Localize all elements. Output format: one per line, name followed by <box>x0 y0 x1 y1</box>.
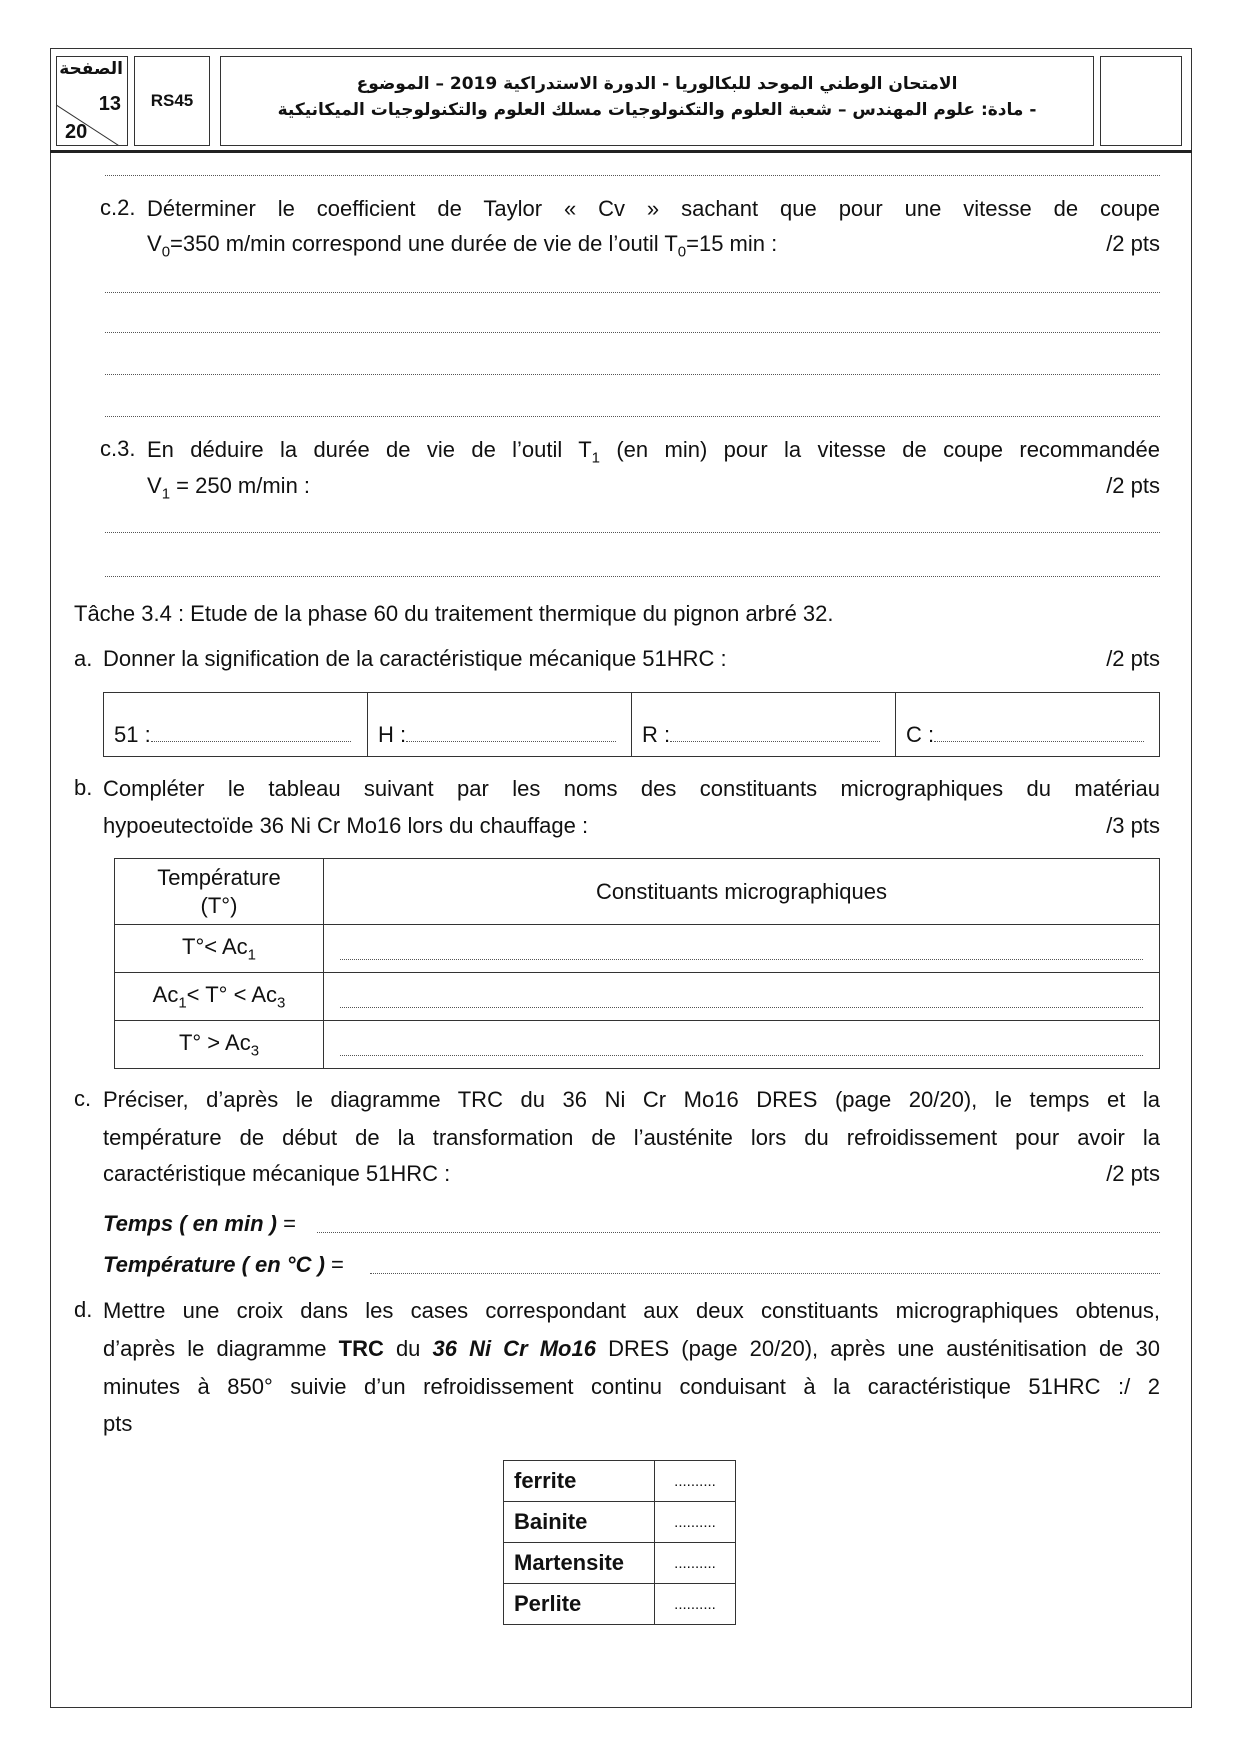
hrc-meaning-table <box>103 692 1160 757</box>
temperature-answer-line[interactable] <box>370 1273 1160 1274</box>
question-c-line3: caractéristique mécanique 51HRC : <box>103 1161 451 1186</box>
checkbox-martensite[interactable]: .......... <box>655 1543 736 1584</box>
row-answer-3[interactable] <box>324 1021 1160 1069</box>
question-letter-c: c. <box>74 1086 92 1111</box>
exam-code: RS45 <box>134 56 210 146</box>
checkbox-perlite[interactable]: .......... <box>655 1584 736 1625</box>
question-d-line3: minutes à 850° suivie d’un refroidissement continu conduisant à la caractéristique 51HRC :/ 2 <box>103 1374 1160 1399</box>
row-temp-1: $T^\circ< Ac_1$ <box>115 925 324 973</box>
question-d-line4: pts <box>103 1411 133 1436</box>
temps-answer-line[interactable] <box>317 1232 1160 1233</box>
question-d-line1: Mettre une croix dans les cases correspondant aux deux constituants micrographiques obtenus, <box>103 1298 1160 1323</box>
question-c2-line1: Déterminer le coefficient de Taylor « Cv » sachant que pour une vitesse de coupe <box>147 196 1160 221</box>
option-martensite: Martensite <box>504 1543 655 1584</box>
header-rule <box>50 150 1192 153</box>
question-c2-line2: $V_0=350$ m/min correspond une durée de vie de l’outil $T_0=15$ min : <box>147 231 778 261</box>
page-current: 13 <box>98 93 121 115</box>
question-letter-a: a. <box>74 646 93 671</box>
points-a: /2 pts <box>1106 646 1160 671</box>
col-header-temperature: Température (T°) <box>115 859 324 925</box>
page-number-box <box>56 56 128 146</box>
option-perlite: Perlite <box>504 1584 655 1625</box>
micrographic-table <box>114 858 1160 1069</box>
option-row <box>504 1502 736 1543</box>
option-row <box>504 1543 736 1584</box>
checkbox-bainite[interactable]: .......... <box>655 1502 736 1543</box>
temperature-label: Température ( en °C ) = <box>103 1252 344 1277</box>
answer-line[interactable] <box>105 532 1160 533</box>
answer-line[interactable] <box>105 175 1160 176</box>
hrc-cell-r[interactable]: R : <box>632 693 896 757</box>
points-b: /3 pts <box>1106 813 1160 838</box>
constituents-checkbox-table <box>503 1460 736 1625</box>
option-ferrite: ferrite <box>504 1461 655 1502</box>
temps-label: Temps ( en min ) = <box>103 1211 296 1236</box>
question-d-line2: d’après le diagramme TRC du 36 Ni Cr Mo16 DRES (page 20/20), après une austénitisation de 30 <box>103 1336 1160 1361</box>
question-a-text: Donner la signification de la caractéristique mécanique 51HRC : <box>103 646 727 671</box>
task-title: Tâche 3.4 : Etude de la phase 60 du traitement thermique du pignon arbré 32. <box>74 601 834 626</box>
exam-title-line2: - مادة: علوم المهندس – شعبة العلوم والتكنولوجيات مسلك العلوم والتكنولوجيات الميكانيكية <box>277 100 1037 120</box>
question-c3-line2: $V_1 = 250$ m/min : <box>147 473 311 503</box>
question-c3-line1: En déduire la durée de vie de l’outil $T_1$ (en min) pour la vitesse de coupe recommandée <box>147 437 1160 467</box>
answer-line[interactable] <box>105 576 1160 577</box>
question-b-line1: Compléter le tableau suivant par les noms des constituants micrographiques du matériau <box>103 776 1160 801</box>
question-c-line2: température de début de la transformation de l’austénite lors du refroidissement pour avoir la <box>103 1125 1160 1150</box>
option-row <box>504 1461 736 1502</box>
question-b-line2: hypoeutectoïde 36 Ni Cr Mo16 lors du chauffage : <box>103 813 589 838</box>
question-letter-d: d. <box>74 1297 93 1322</box>
hrc-cell-51[interactable]: 51 : <box>104 693 368 757</box>
row-answer-1[interactable] <box>324 925 1160 973</box>
checkbox-ferrite[interactable]: .......... <box>655 1461 736 1502</box>
page-total: 20 <box>65 121 88 143</box>
row-temp-2: $Ac_1< T^\circ < Ac_3$ <box>115 973 324 1021</box>
answer-line[interactable] <box>105 292 1160 293</box>
answer-line[interactable] <box>105 374 1160 375</box>
row-temp-3: $T^\circ > Ac_3$ <box>115 1021 324 1069</box>
hrc-cell-h[interactable]: H : <box>368 693 632 757</box>
option-row <box>504 1584 736 1625</box>
row-answer-2[interactable] <box>324 973 1160 1021</box>
exam-title <box>220 56 1094 146</box>
hrc-cell-c[interactable]: C : <box>896 693 1160 757</box>
question-letter-b: b. <box>74 775 93 800</box>
points-c3: /2 pts <box>1106 473 1160 498</box>
empty-header-box <box>1100 56 1182 146</box>
question-c-line1: Préciser, d’après le diagramme TRC du 36 Ni Cr Mo16 DRES (page 20/20), le temps et la <box>103 1087 1160 1112</box>
question-number-c3: c.3. <box>100 436 136 461</box>
points-c2: /2 pts <box>1106 231 1160 256</box>
question-number-c2: c.2. <box>100 195 136 220</box>
option-bainite: Bainite <box>504 1502 655 1543</box>
page-label: الصفحة <box>59 59 123 79</box>
answer-line[interactable] <box>105 332 1160 333</box>
exam-title-line1: الامتحان الوطني الموحد للبكالوريا - الدورة الاستدراكية 2019 – الموضوع <box>356 74 958 94</box>
answer-line[interactable] <box>105 416 1160 417</box>
points-c: /2 pts <box>1106 1161 1160 1186</box>
col-header-constituents: Constituants micrographiques <box>324 859 1160 925</box>
